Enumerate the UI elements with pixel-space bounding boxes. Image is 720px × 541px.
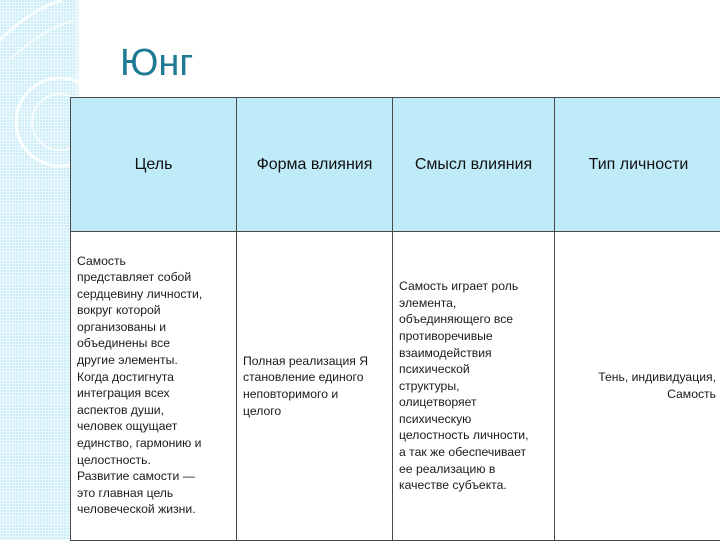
table-header-row xyxy=(71,98,720,232)
cell-form-text: Полная реализация Я становление единого неповторимого и целого xyxy=(243,353,386,419)
cell-form xyxy=(237,232,393,541)
table-row xyxy=(71,232,720,541)
slide-title: Юнг xyxy=(120,42,193,85)
cell-type-text: Тень, индивидуация, Самость xyxy=(563,369,716,402)
cell-type xyxy=(555,232,720,541)
jung-table xyxy=(70,97,720,541)
cell-goal-text: Самость представляет собой сердцевину личности, вокруг которой организованы и объединены все другие элементы. Когда достигнута интеграция всех аспектов души, человек ощущает единство, гармонию и целостность. Развитие самости — это главная цель человеческой жизни. xyxy=(77,253,230,519)
cell-meaning xyxy=(393,232,555,541)
header-type: Тип личности xyxy=(555,98,720,232)
header-form: Форма влияния xyxy=(237,98,393,232)
header-goal: Цель xyxy=(71,98,237,232)
header-meaning: Смысл влияния xyxy=(393,98,555,232)
cell-goal xyxy=(71,232,237,541)
cell-meaning-text: Самость играет роль элемента, объединяющего все противоречивые взаимодействия психической структуры, олицетворяет психическую целостность личности, а так же обеспечивает ее реализацию в качестве субъекта. xyxy=(399,278,548,494)
